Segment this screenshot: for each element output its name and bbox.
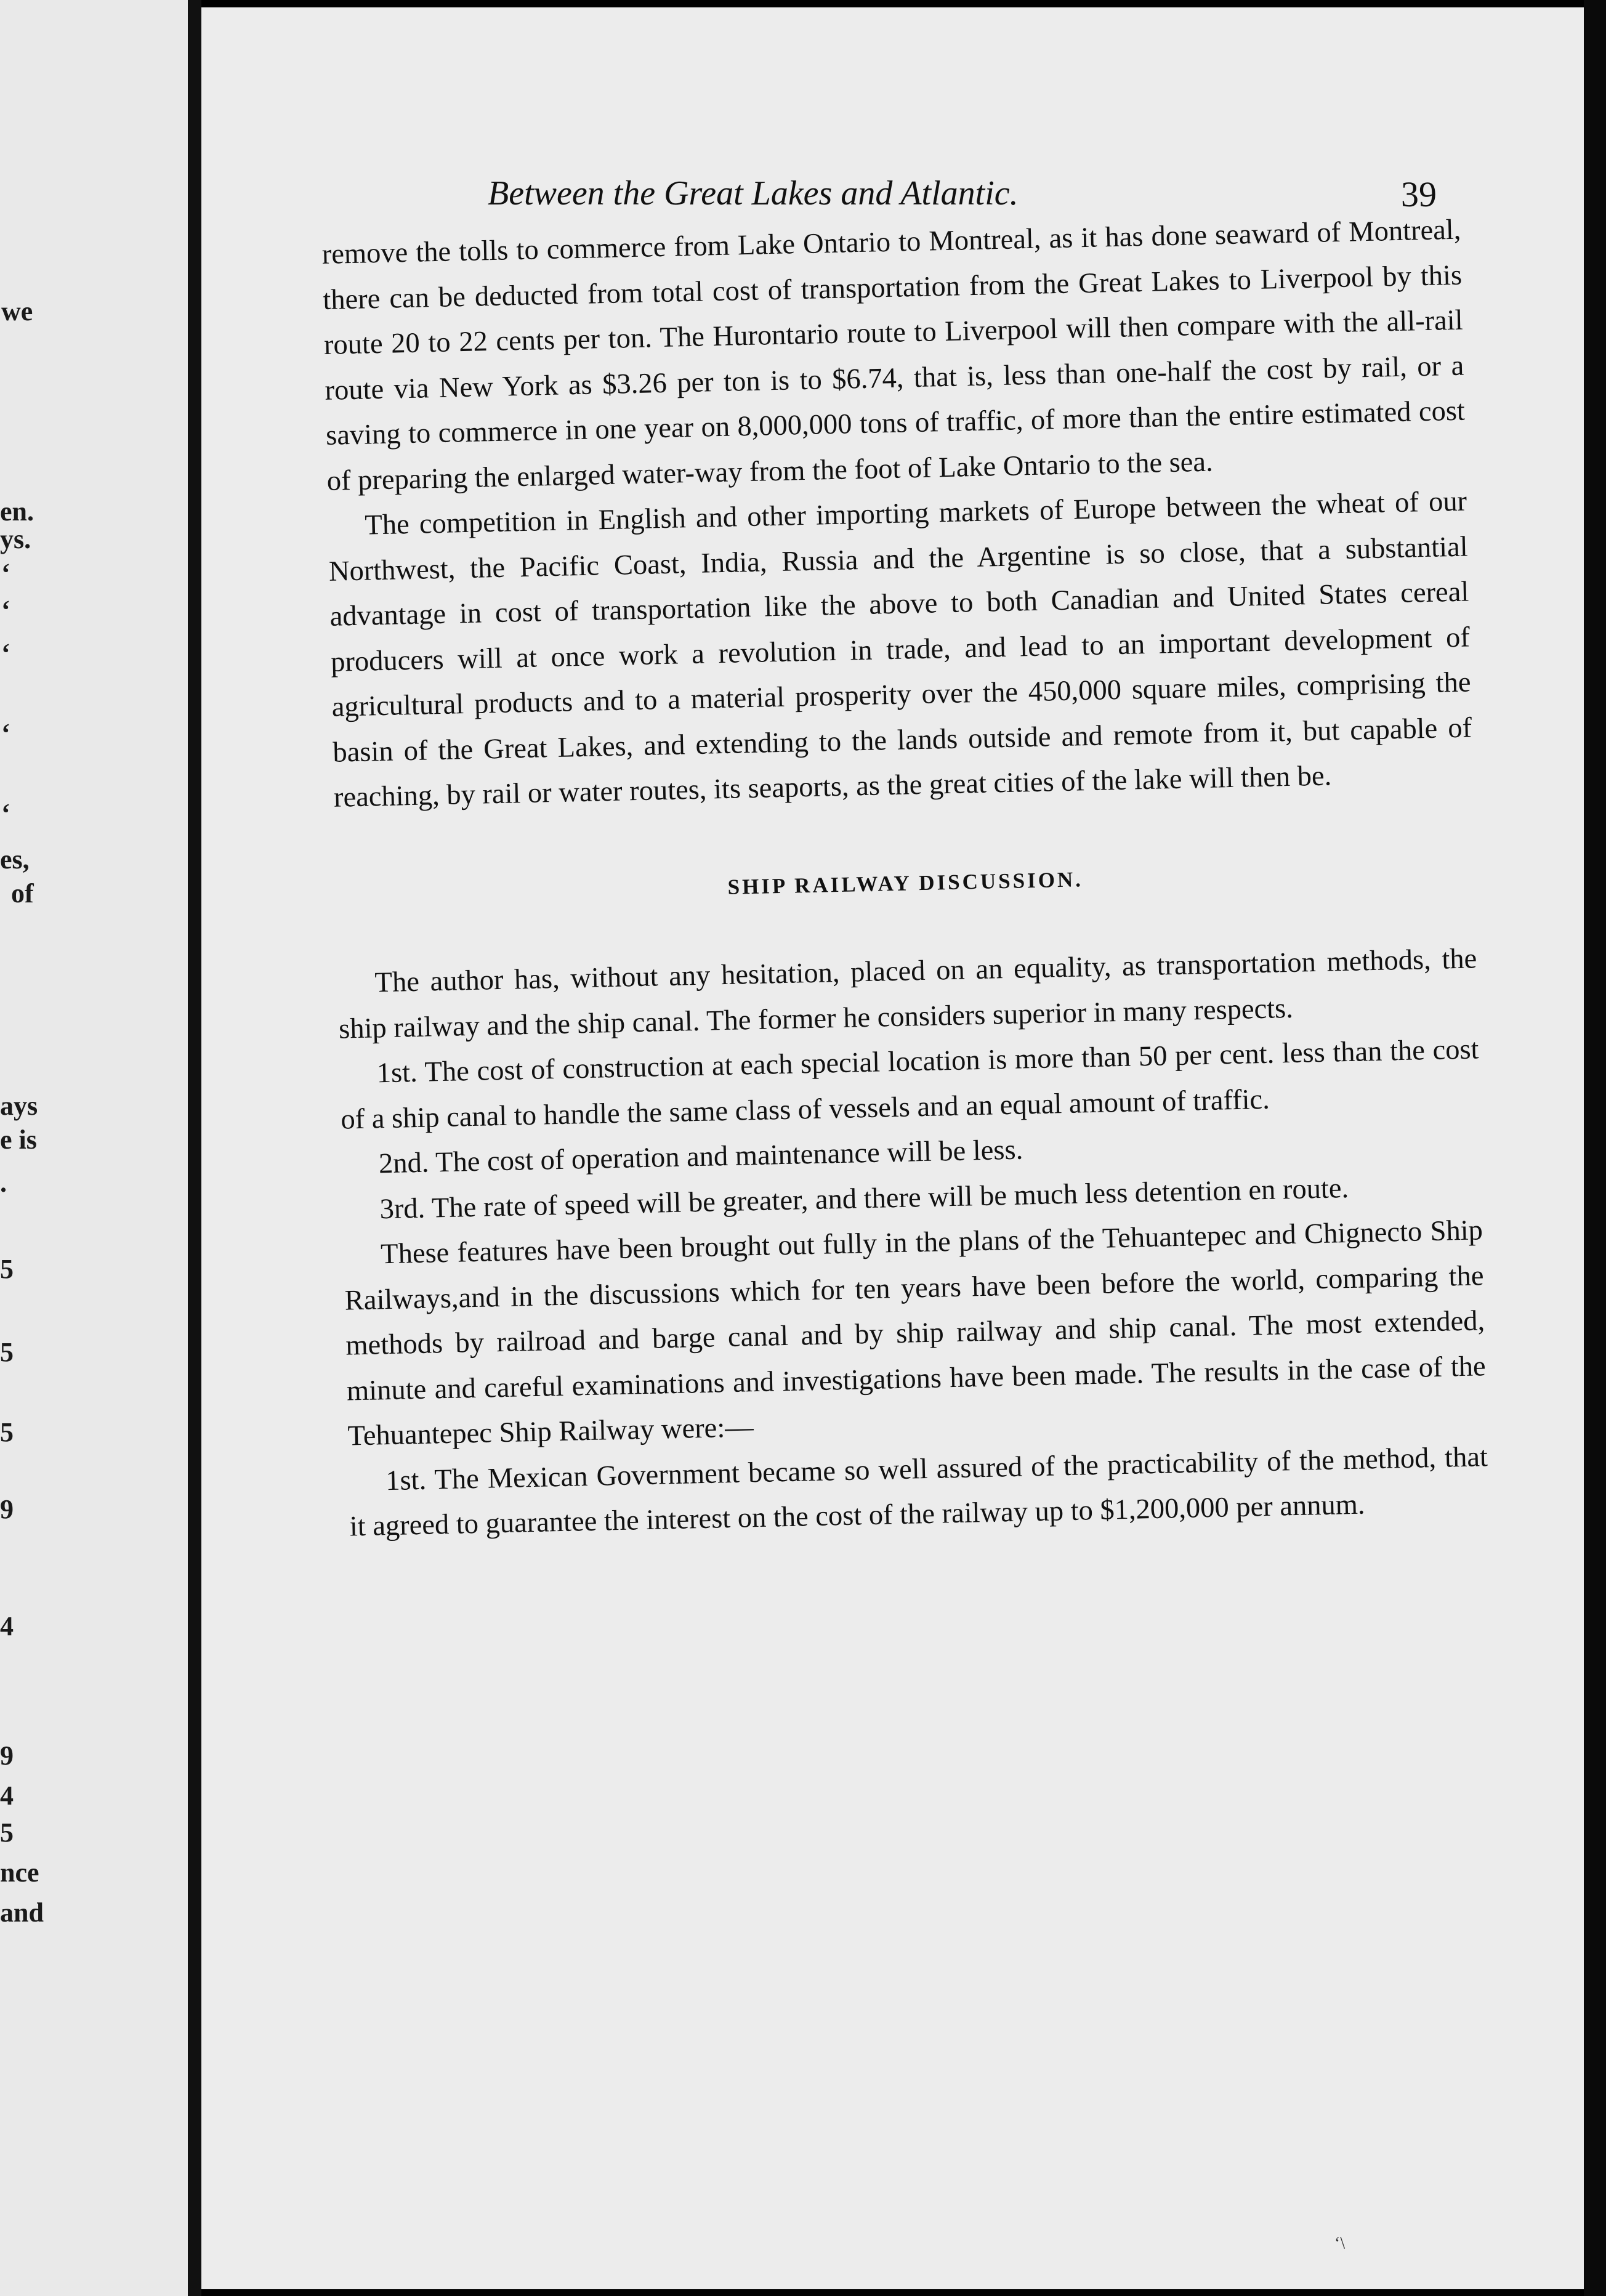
page-body — [321, 208, 1489, 1550]
left-fragment: ‘ — [1, 558, 10, 588]
left-fragment: 4 — [0, 1611, 14, 1641]
page-number: 39 — [1401, 174, 1437, 214]
left-fragment: nce — [0, 1857, 39, 1888]
left-fragment: 4 — [0, 1781, 14, 1811]
left-fragment: es, — [0, 844, 30, 875]
left-fragment: 5 — [0, 1417, 14, 1447]
left-fragment: ‘ — [1, 638, 10, 668]
book-page — [201, 7, 1584, 2289]
paragraph: 2nd. The cost of operation and maintenance will be less. — [378, 1134, 1023, 1180]
left-fragment: 9 — [0, 1494, 14, 1524]
paragraph: 3rd. The rate of speed will be greater, and there will be much less detention en route. — [379, 1172, 1349, 1225]
paragraph: remove the tolls to commerce from Lake Ontario to Montreal, as it has done seaward of Montreal, there can be deducted from total cost of transportation from the Great Lakes to Liverpool by this route 20 to 22 cents per ton. The Hurontario route to Liverpool will then compare with the all-rail route via New York as $3.26 per ton is to $6.74, that is, less than one-half the cost by rail, or a saving to commerce in one year on 8,000,000 tons of traffic, of more than the entire estimated cost of preparing the enlarged water-way from the foot of Lake Ontario to the sea. — [321, 214, 1466, 497]
left-fragment: and — [0, 1898, 44, 1928]
left-fragment: e is — [0, 1125, 37, 1155]
left-fragment: ‘ — [1, 595, 10, 625]
running-head: Between the Great Lakes and Atlantic. — [488, 174, 1019, 212]
left-fragment: ays — [0, 1091, 38, 1121]
left-fragment: of — [11, 878, 34, 908]
previous-page-margin — [0, 0, 188, 2296]
left-fragment: ‘ — [1, 798, 10, 828]
left-fragment: 5 — [0, 1254, 14, 1284]
left-fragment: . — [0, 1168, 7, 1198]
left-fragment: ys. — [0, 524, 31, 554]
left-fragment: 5 — [0, 1337, 14, 1367]
left-fragment: ‘ — [1, 718, 10, 748]
section-heading: SHIP RAILWAY DISCUSSION. — [727, 867, 1084, 899]
paragraph: 1st. The cost of construction at each special location is more than 50 per cent. less than the cost of a ship canal to handle the same class of vessels and an equal amount of traffic. — [340, 1033, 1479, 1136]
left-fragment: en. — [0, 496, 34, 527]
left-fragment: we — [1, 296, 33, 326]
left-fragment: 9 — [0, 1740, 14, 1771]
bottom-mark: ʻ\ — [1334, 2234, 1346, 2253]
paragraph: 1st. The Mexican Government became so well assured of the practicability of the method, that it agreed to guarantee the interest on the cost of the railway up to $1,200,000 per annum. — [349, 1441, 1488, 1543]
paragraph: The competition in English and other importing markets of Europe between the wheat of our Northwest, the Pacific Coast, India, Russia and the Argentine is so close, that a substantial advantage in cost of transportation like the above to both Canadian and United States cereal producers will at once work a revolution in trade, and lead to an important development of agricultural products and to a material prosperity over the 450,000 square miles, comprising the basin of the Great Lakes, and extending to the lands outside and remote from it, but capable of reaching, by rail or water routes, its seaports, as the great cities of the lake will then be. — [328, 485, 1472, 814]
page-edge — [1584, 0, 1606, 2296]
page-gutter — [188, 0, 201, 2296]
paragraph: The author has, without any hesitation, placed on an equality, as transportation methods, the ship railway and the ship canal. The former he considers superior in many respects. — [338, 943, 1477, 1045]
paragraph: These features have been brought out fully in the plans of the Tehuantepec and Chignecto Ship Railways,and in the discussions which for ten years have been before the world, comparing the methods by railroad and barge canal and by ship railway and ship canal. The most extended, minute and careful examinations and investigations have been made. The results in the case of the Tehuantepec Ship Railway were:— — [344, 1215, 1487, 1452]
left-fragment: 5 — [0, 1817, 14, 1848]
